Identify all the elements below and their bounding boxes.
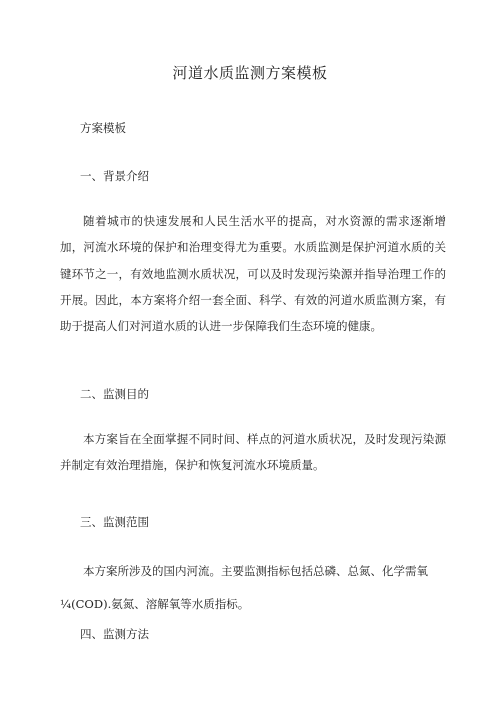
section-heading-background: 一、背景介绍 (80, 169, 149, 183)
template-label: 方案模板 (80, 121, 126, 135)
section-scope-line-1: 本方案所涉及的国内河流。主要监测指标包括总磷、总氮、化学需氧 (83, 564, 428, 578)
section-heading-method: 四、监测方法 (80, 627, 149, 641)
section-paragraph-background: 随着城市的快速发展和人民生活水平的提高，对水资源的需求逐渐增加，河流水环境的保护和治理变得尤为重要。水质监测是保护河道水质的关键环节之一，有效地监测水质状况，可以及时发现污染源并指导治理工作的开展。因此，本方案将介绍一套全面、科学、有效的河道水质监测方案，有助于提高人们对河道水质的认进一步保障我们生态环境的健康。 (60, 214, 446, 334)
section-paragraph-purpose: 本方案旨在全面掌握不同时间、样点的河道水质状况，及时发现污染源并制定有效治理措施，保护和恢复河流水环境质量。 (60, 432, 446, 473)
document-title: 河道水质监测方案模板 (172, 64, 328, 82)
section-heading-purpose: 二、监测目的 (80, 387, 149, 401)
section-heading-scope: 三、监测范围 (80, 515, 149, 529)
section-scope-line-2: ¼(COD).氨氮、溶解氧等水质指标。 (60, 597, 250, 611)
